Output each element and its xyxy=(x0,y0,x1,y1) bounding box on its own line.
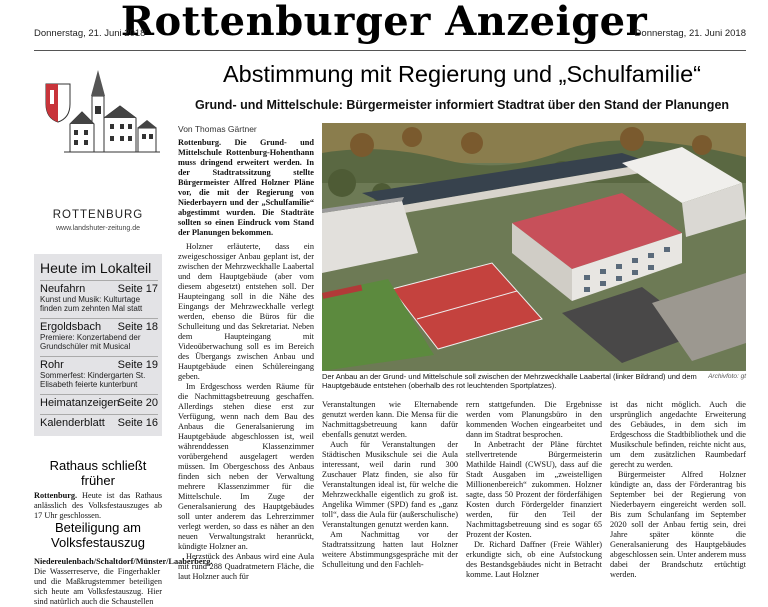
photo-caption xyxy=(322,372,746,390)
lokalteil-item[interactable] xyxy=(40,321,158,351)
lokalteil-item-name: Heimatanzeigen xyxy=(40,397,120,409)
lokalteil-item-page: Seite 18 xyxy=(117,321,158,333)
article-paragraph: Dr. Richard Daffner (Freie Wähler) erkundigte sich, ob eine Aufstockung des Bestandsgebäudes nicht in Betracht komme. Laut Holzner xyxy=(466,540,602,579)
divider xyxy=(40,394,158,395)
article-author: Von Thomas Gärtner xyxy=(178,124,257,134)
article-column-4 xyxy=(610,400,746,579)
brief1-place: Rottenburg. xyxy=(34,491,78,500)
town-crest-icon xyxy=(34,66,162,162)
lokalteil-item-page: Seite 17 xyxy=(117,283,158,295)
article-paragraph: Veranstaltungen wie Elternabende genutzt werden kann. Die Mensa für die Nachmittagsbetreuung kann dafür ebenfalls genutzt werden. xyxy=(322,400,458,439)
masthead xyxy=(0,0,768,52)
article-column-1 xyxy=(178,138,314,581)
lokalteil-item-page: Seite 16 xyxy=(117,417,158,429)
article-paragraph: rern stattgefunden. Die Ergebnisse werden vom Planungsbüro in den kommenden Wochen eingearbeitet und dann im Stadtrat besprochen. xyxy=(466,400,602,439)
lokalteil-item-desc: Premiere: Konzertabend der Grundschüler mit Musical xyxy=(40,333,141,351)
brief2-body xyxy=(34,557,213,607)
divider xyxy=(40,414,158,415)
article-column-2 xyxy=(322,400,458,572)
article-paragraph: Bürgermeister Alfred Holzner kündigte an, dass der Förderantrag bis September bei der Regierung von Niederbayern eingereicht werden soll. Bis zum Schulanfang im September 2020 soll der Anbau fertig sein, drei Jahre später könnte die Generalsanierung des Hauptgebäudes abgeschlossen sein. Unter anderem muss dabei der Brandschutz ertüchtigt werden. xyxy=(610,470,746,579)
article-paragraph: Holzner erläuterte, dass ein zweigeschossiger Anbau geplant ist, der zwischen der Mehrzweckhalle Laabertal und dem Hauptgebäude (aber vom diesem abgesetzt) entstehen soll. Der Haupteingang soll in die Nähe des Eingangs der Mehrzweckhalle verlegt werden, ebenso die Büros für die Schulleitung und das Sekretariat. Neben dem Haupteingang mit Videoüberwachung soll es im Bereich des Übergangs zwischen Anbau und Hauptgebäude einen Schülereingang geben. xyxy=(178,242,314,381)
lokalteil-item[interactable] xyxy=(40,359,158,389)
brief2-heading: Beteiligung am Volksfestauszug xyxy=(51,520,145,550)
lokalteil-item-name: Kalenderblatt xyxy=(40,417,105,429)
brief1-body xyxy=(34,491,162,521)
article-paragraph: ist das nicht möglich. Auch die ursprünglich angedachte Erweiterung des Gebäudes, in dem sich im Erdgeschoss die Stadtbibliothek und die Musikschule befinden, reichte nicht aus, um dem zusätzlichen Raumbedarf gerecht zu werden. xyxy=(610,400,746,469)
issue-date-left: Donnerstag, 21. Juni 2018 xyxy=(34,28,146,39)
divider xyxy=(40,280,158,281)
brief1-text: Heute ist das Rathaus anlässlich des Volksfestauszuges ab 17 Uhr geschlossen. xyxy=(34,491,162,520)
lokalteil-item-name: Rohr xyxy=(40,359,64,371)
lokalteil-item-desc: Kunst und Musik: Kulturtage finden zum zehnten Mal statt xyxy=(40,295,143,313)
lokalteil-item-desc: Sommerfest: Kindergarten St. Elisabeth feierte kunterbunt xyxy=(40,371,146,389)
newspaper-title: Rottenburger Anzeiger xyxy=(120,0,648,45)
lokalteil-item[interactable] xyxy=(40,397,158,409)
lokalteil-heading: Heute im Lokalteil xyxy=(40,260,152,276)
lokalteil-item[interactable] xyxy=(40,283,158,313)
article-paragraph: Am Nachmittag vor der Stadtratssitzung hatten laut Holzner weitere Abstimmungsgespräche mit der Schulleitung und den Fachleh- xyxy=(322,530,458,569)
lokalteil-box xyxy=(34,254,162,436)
photo-illustration xyxy=(322,123,746,371)
masthead-divider xyxy=(34,50,746,51)
photo-caption-text: Der Anbau an der Grund- und Mittelschule soll zwischen der Mehrzweckhalle Laabertal (linker Bildrand) und dem Hauptgebäude entstehen (oberhalb des rot leuchtenden Sportplatzes). xyxy=(322,372,697,390)
brief1-heading: Rathaus schließt früher xyxy=(49,458,147,488)
divider xyxy=(40,356,158,357)
article-paragraph: In Anbetracht der Pläne fürchtet stellvertretende Bürgermeisterin Mathilde Haindl (CWSU), dass auf die Stadt Ausgaben im „zweistelligen Millionenbereich“ zukommen. Holzner sagte, dass 50 Prozent der förderfähigen Kosten durch Fördergelder finanziert werden, für den Teil der Nachmittagsbetreuung sind es sogar 65 Prozent der Kosten. xyxy=(466,440,602,539)
school-aerial-photo xyxy=(322,123,746,371)
article-paragraph: Herzstück des Anbaus wird eine Aula mit rund 288 Quadratmetern Fläche, die laut Holzner auch für xyxy=(178,552,314,581)
article-headline: Abstimmung mit Regierung und „Schulfamilie“ xyxy=(222,61,702,87)
article-column-3 xyxy=(466,400,602,579)
issue-date-right: Donnerstag, 21. Juni 2018 xyxy=(634,28,746,39)
article-subhead: Grund- und Mittelschule: Bürgermeister informiert Stadtrat über den Stand der Planungen xyxy=(194,98,730,112)
town-name: ROTTENBURG xyxy=(52,209,144,221)
town-url[interactable]: www.landshuter-zeitung.de xyxy=(55,225,141,232)
article-paragraph: Im Erdgeschoss werden Räume für die Nachmittagsbetreuung geschaffen. Allerdings stehen diese erst zur Verfügung, wenn nach dem Bau des Anbaus die Generalsanierung im Hauptgebäude abgeschlossen ist, weil währenddessen Klassenzimmer vorübergehend ausgelagert werden müssen. Im Obergeschoss des Anbaus finden sich neben der Verwaltung mehrere Klassenzimmer für die Mittelschule. Im Zuge der Generalsanierung des Hauptgebäudes soll unter anderem das Lehrerzimmer verlegt werden, so dass es näher an den neuen Verwaltungstrakt heranrückt, kündigte Holzner an. xyxy=(178,382,314,551)
article-lead: Rottenburg. Die Grund- und Mittelschule Rottenburg-Hohenthann muss dringend erweitert werden. In der Stadtratssitzung stellte Bürgermeister Alfred Holzner Pläne vor, die mit der Regierung von Niederbayern und der „Schulfamilie“ abgestimmt wurden. Die Stadträte sollten so einen Eindruck vom Stand der Planungen bekommen. xyxy=(178,138,314,237)
divider xyxy=(40,318,158,319)
photo-credit: Archivfoto: gt xyxy=(708,373,746,380)
lokalteil-item[interactable] xyxy=(40,417,158,429)
brief2-text: Die Wasserreserve, die Fingerhakler und die Maßkrugstemmer beteiligen sich heute am Volksfestauszug. Hier sind natürlich auch die Schaustellen xyxy=(34,567,162,606)
article-paragraph: Auch für Veranstaltungen der Städtischen Musikschule sei die Aula interessant, weil darin rund 300 Zuschauer Platz finden, sie also für Veranstaltungen ideal ist, für welche die Mehrzweckhalle eigentlich zu groß ist. Angelika Wimmer (SPD) fand es „ganz toll“, dass die Aula für (außerschulische) Veranstaltungen genutzt werden kann. xyxy=(322,440,458,529)
lokalteil-item-name: Ergoldsbach xyxy=(40,321,102,333)
lokalteil-item-name: Neufahrn xyxy=(40,283,86,295)
lokalteil-item-page: Seite 20 xyxy=(117,397,158,409)
lokalteil-item-page: Seite 19 xyxy=(117,359,158,371)
brief2-place: Niedereulenbach/Schaltdorf/Münster/Laaberberg. xyxy=(34,557,213,566)
